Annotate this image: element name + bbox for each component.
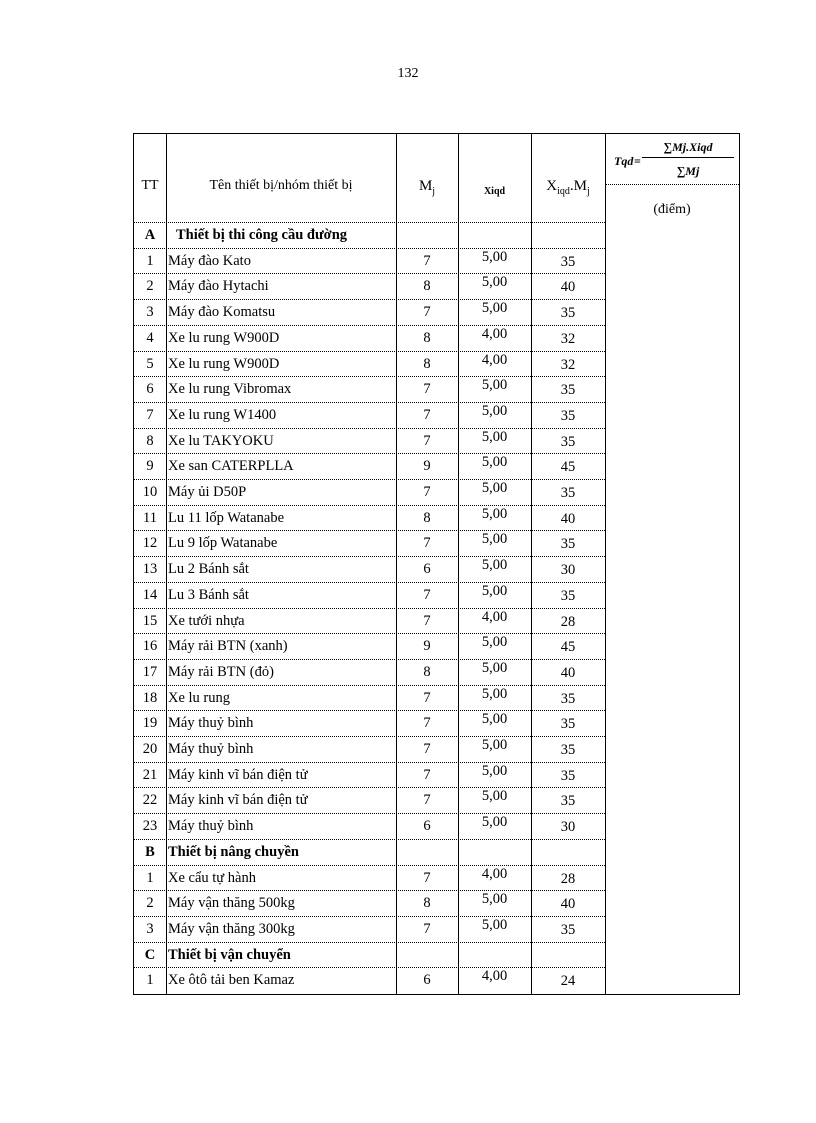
cell-xiqd: 5,00 (481, 274, 508, 291)
header-tt: TT (141, 178, 159, 193)
cell-tt: 22 (142, 792, 158, 809)
cell-xiqd-mj: 35 (560, 407, 576, 424)
cell-tt: 19 (142, 715, 158, 732)
cell-tt: 14 (142, 586, 158, 603)
cell-xiqd: 5,00 (481, 428, 508, 445)
cell-tt: 12 (142, 535, 158, 552)
cell-name: Máy kinh vĩ bán điện tử (168, 766, 308, 783)
cell-mj: 8 (423, 663, 431, 680)
cell-mj: 7 (423, 741, 431, 757)
cell-xiqd: 5,00 (481, 762, 508, 779)
cell-xiqd-mj: 35 (560, 382, 576, 399)
cell-tt: 6 (146, 381, 154, 398)
cell-xiqd-mj: 32 (560, 356, 576, 373)
cell-xiqd-mj: 40 (560, 279, 576, 296)
cell-xiqd: 5,00 (481, 505, 508, 522)
cell-tt: 20 (142, 741, 158, 757)
cell-tt: C (144, 946, 156, 963)
cell-xiqd-mj: 35 (560, 716, 576, 733)
cell-xiqd-mj: 35 (560, 793, 576, 810)
cell-xiqd: 4,00 (481, 608, 508, 625)
cell-xiqd-mj: 35 (560, 433, 576, 450)
col-divider (605, 134, 606, 994)
cell-xiqd-mj: 35 (560, 253, 576, 270)
cell-xiqd-mj: 35 (560, 587, 576, 604)
cell-name: Máy đào Hytachi (168, 278, 269, 295)
cell-xiqd: 4,00 (481, 351, 508, 368)
header-mj: $M_j$ (418, 178, 436, 197)
cell-name: Xe lu rung W900D (168, 355, 280, 372)
cell-name: Xe lu rung Vibromax (168, 381, 292, 398)
cell-name: Lu 2 Bánh sắt (168, 561, 249, 578)
cell-tt: B (145, 843, 155, 860)
cell-tt: 21 (142, 766, 158, 783)
cell-xiqd-mj: 45 (560, 639, 576, 656)
cell-xiqd: 5,00 (481, 891, 508, 908)
cell-xiqd: 5,00 (481, 454, 508, 471)
cell-name: Máy rải BTN (đỏ) (168, 663, 274, 680)
cell-xiqd-mj: 32 (560, 330, 576, 347)
cell-xiqd-mj: 35 (560, 536, 576, 553)
cell-xiqd: 5,00 (481, 300, 508, 317)
cell-xiqd: 5,00 (481, 737, 508, 753)
cell-xiqd: 5,00 (481, 685, 508, 702)
cell-xiqd-mj: 24 (560, 973, 576, 990)
cell-tt: 4 (146, 329, 154, 346)
cell-name: Xe lu rung W900D (168, 329, 280, 346)
cell-xiqd: 5,00 (481, 248, 508, 265)
cell-xiqd: 5,00 (481, 634, 508, 651)
formula-denominator: ∑Mj (676, 164, 700, 178)
cell-mj: 7 (423, 432, 431, 449)
row-divider (605, 184, 739, 185)
cell-name: Lu 9 lốp Watanabe (168, 535, 278, 552)
cell-tt: 7 (146, 406, 154, 423)
cell-xiqd-mj: 35 (560, 305, 576, 322)
cell-xiqd-mj: 35 (560, 767, 576, 784)
header-unit: (điểm) (653, 202, 691, 217)
cell-mj: 7 (423, 689, 431, 706)
cell-xiqd: 5,00 (481, 788, 508, 805)
cell-xiqd: 5,00 (481, 711, 508, 728)
cell-tt: 2 (146, 278, 154, 295)
cell-xiqd-mj: 35 (560, 485, 576, 501)
cell-name: Máy kinh vĩ bán điện tử (168, 792, 308, 809)
cell-name: Máy đào Kato (168, 252, 251, 269)
cell-xiqd: 5,00 (481, 402, 508, 419)
cell-mj: 8 (423, 509, 431, 526)
cell-xiqd: 4,00 (481, 865, 508, 882)
cell-mj: 7 (423, 586, 431, 603)
cell-xiqd-mj: 40 (560, 510, 576, 527)
cell-mj: 7 (423, 715, 431, 732)
cell-tt: 9 (146, 458, 154, 475)
cell-name: Thiết bị thi công cầu đường (176, 227, 348, 243)
cell-mj: 7 (423, 252, 431, 269)
cell-mj: 7 (423, 869, 431, 886)
cell-name: Xe tưới nhựa (168, 612, 245, 629)
cell-xiqd-mj: 35 (560, 921, 576, 938)
header-xiqd-mj: $X_{iqd}.M_j$ (546, 178, 590, 197)
cell-mj: 8 (423, 355, 431, 372)
cell-tt: 23 (142, 818, 158, 835)
cell-name: Thiết bị nâng chuyền (168, 843, 299, 860)
formula-tqd: Tqd = ∑Mj.Xiqd ∑Mj (608, 138, 738, 188)
cell-tt: 18 (142, 689, 158, 706)
cell-name: Máy thuỷ bình (168, 715, 254, 732)
cell-mj: 7 (423, 792, 431, 809)
cell-name: Xe lu TAKYOKU (168, 432, 274, 449)
cell-mj: 7 (423, 406, 431, 423)
cell-xiqd: 5,00 (481, 557, 508, 574)
cell-mj: 8 (423, 895, 431, 912)
cell-tt: 13 (142, 561, 158, 578)
formula-numerator: ∑Mj.Xiqd (642, 140, 734, 158)
cell-mj: 9 (423, 638, 431, 655)
cell-tt: 1 (146, 972, 154, 989)
cell-tt: 11 (143, 509, 157, 526)
cell-xiqd-mj: 30 (560, 819, 576, 836)
cell-tt: 15 (142, 612, 158, 629)
cell-name: Lu 3 Bánh sắt (168, 586, 249, 603)
cell-xiqd: 5,00 (481, 814, 508, 831)
formula-lhs: Tqd (614, 154, 634, 168)
cell-xiqd: 5,00 (481, 582, 508, 599)
cell-xiqd-mj: 45 (560, 459, 576, 476)
cell-tt: 3 (146, 304, 154, 321)
cell-name: Máy vận thăng 300kg (168, 920, 295, 937)
cell-name: Xe lu rung W1400 (168, 406, 277, 423)
cell-tt: 5 (146, 355, 154, 372)
header-name: Tên thiết bị/nhóm thiết bị (209, 178, 353, 193)
cell-tt: 10 (142, 484, 158, 500)
cell-name: Máy đào Komatsu (168, 304, 276, 321)
cell-xiqd-mj: 35 (560, 690, 576, 707)
page-number: 132 (397, 66, 419, 81)
cell-tt: 1 (146, 252, 154, 269)
cell-mj: 7 (423, 381, 431, 398)
cell-name: Máy rải BTN (xanh) (168, 638, 288, 655)
cell-tt: A (144, 227, 156, 243)
cell-tt: 16 (142, 638, 158, 655)
cell-mj: 7 (423, 612, 431, 629)
cell-tt: 2 (146, 895, 154, 912)
cell-tt: 17 (142, 663, 158, 680)
cell-xiqd: 5,00 (481, 377, 508, 394)
cell-tt: 3 (146, 920, 154, 937)
cell-name: Thiết bị vận chuyển (168, 946, 291, 963)
cell-xiqd-mj: 40 (560, 896, 576, 913)
cell-xiqd-mj: 28 (560, 613, 576, 630)
cell-tt: 1 (146, 869, 154, 886)
cell-xiqd: 5,00 (481, 916, 508, 933)
equipment-table (133, 133, 740, 995)
cell-xiqd: 4,00 (481, 325, 508, 342)
cell-xiqd-mj: 30 (560, 562, 576, 579)
cell-xiqd: 5,00 (481, 480, 508, 496)
cell-name: Máy ủi D50P (168, 484, 247, 500)
cell-mj: 7 (423, 304, 431, 321)
cell-xiqd: 4,00 (481, 968, 508, 985)
cell-name: Máy thuỷ bình (168, 741, 254, 757)
cell-name: Xe san CATERPLLA (168, 458, 294, 475)
cell-name: Máy vận thăng 500kg (168, 895, 295, 912)
cell-mj: 8 (423, 278, 431, 295)
cell-xiqd-mj: 40 (560, 664, 576, 681)
cell-mj: 8 (423, 329, 431, 346)
cell-xiqd: 5,00 (481, 531, 508, 548)
cell-tt: 8 (146, 432, 154, 449)
cell-name: Xe ôtô tải ben Kamaz (168, 972, 295, 989)
cell-name: Xe cẩu tự hành (168, 869, 256, 886)
cell-mj: 6 (423, 561, 431, 578)
cell-name: Lu 11 lốp Watanabe (168, 509, 285, 526)
cell-mj: 7 (423, 920, 431, 937)
cell-mj: 9 (423, 458, 431, 475)
cell-name: Xe lu rung (168, 689, 231, 706)
cell-mj: 7 (423, 766, 431, 783)
cell-xiqd: 5,00 (481, 659, 508, 676)
cell-xiqd-mj: 28 (560, 870, 576, 887)
cell-mj: 7 (423, 484, 431, 500)
cell-name: Máy thuỷ bình (168, 818, 254, 835)
cell-mj: 7 (423, 535, 431, 552)
cell-xiqd-mj: 35 (560, 742, 576, 758)
cell-mj: 6 (423, 818, 431, 835)
cell-mj: 6 (423, 972, 431, 989)
header-xiqd: Xiqd (483, 186, 506, 197)
